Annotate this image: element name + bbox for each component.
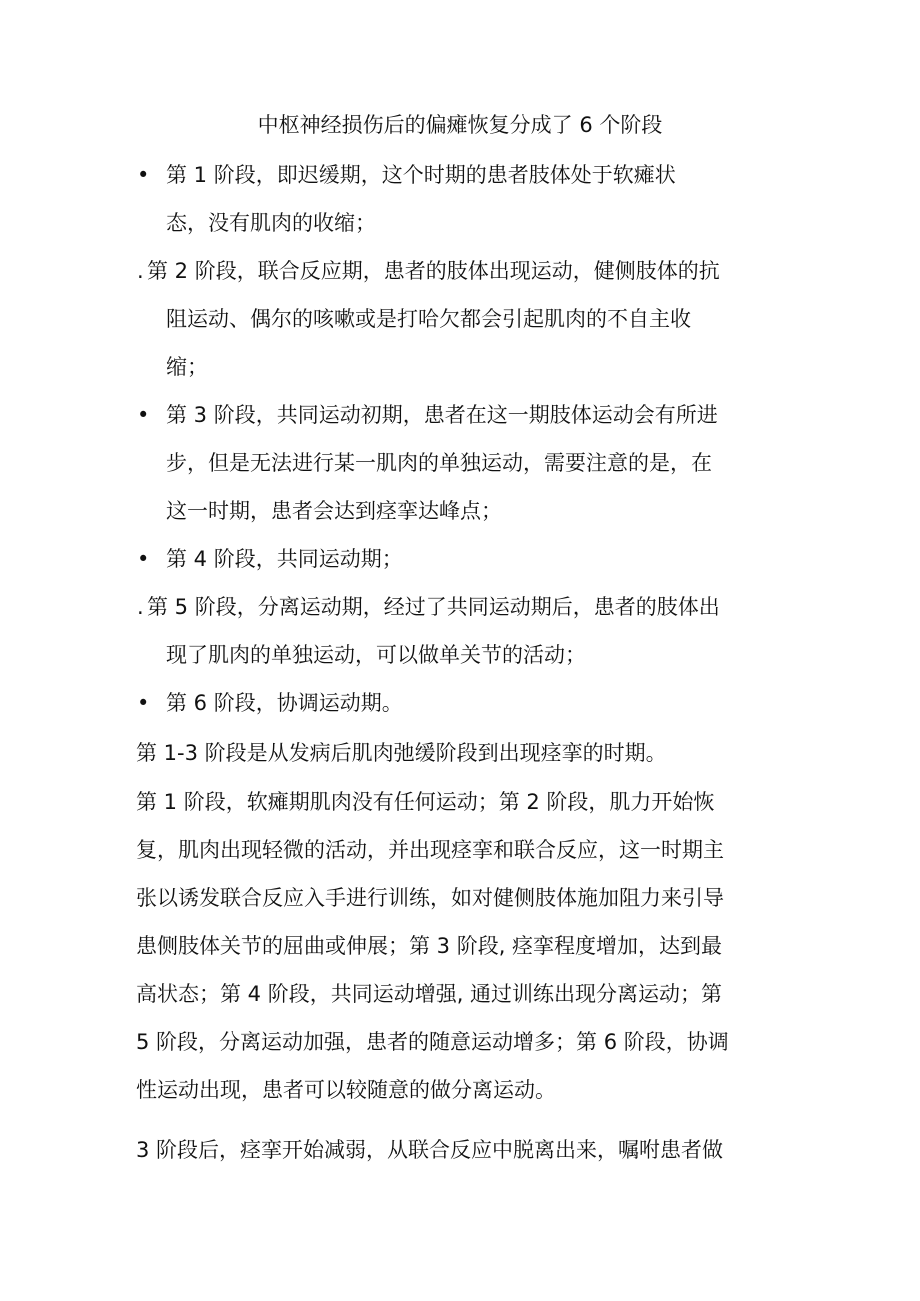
paragraph-2-line-5: 高状态；第 4 阶段，共同运动增强, 通过训练出现分离运动；第 [136, 982, 723, 1006]
stage-2-line-1: 第 2 阶段，联合反应期，患者的肢体出现运动，健侧肢体的抗 [147, 259, 720, 283]
paragraph-2-line-3: 张以诱发联合反应入手进行训练，如对健侧肢体施加阻力来引导 [136, 886, 724, 910]
stage-1-line-1: 第 1 阶段，即迟缓期，这个时期的患者肢体处于软瘫状 [166, 163, 676, 187]
stage-6-line-1: 第 6 阶段，协调运动期。 [166, 691, 403, 715]
bullet-marker: • [137, 691, 150, 715]
bullet-marker: • [137, 403, 150, 427]
stage-2-line-3: 缩； [166, 355, 208, 379]
dot-marker: . [137, 259, 144, 283]
stage-3-line-1: 第 3 阶段，共同运动初期，患者在这一期肢体运动会有所进 [166, 403, 718, 427]
document-title: 中枢神经损伤后的偏瘫恢复分成了 6 个阶段 [257, 113, 663, 137]
paragraph-2-line-7: 性运动出现，患者可以较随意的做分离运动。 [136, 1078, 556, 1102]
stage-2-line-2: 阻运动、偶尔的咳嗽或是打哈欠都会引起肌肉的不自主收 [166, 307, 691, 331]
paragraph-1: 第 1-3 阶段是从发病后肌肉弛缓阶段到出现痉挛的时期。 [136, 741, 667, 765]
stage-5-line-1: 第 5 阶段，分离运动期，经过了共同运动期后，患者的肢体出 [147, 595, 720, 619]
dot-marker: . [137, 595, 144, 619]
paragraph-2-line-4: 患侧肢体关节的屈曲或伸展；第 3 阶段, 痉挛程度增加，达到最 [136, 934, 723, 958]
paragraph-2-line-1: 第 1 阶段，软瘫期肌肉没有任何运动；第 2 阶段，肌力开始恢 [136, 790, 715, 814]
stage-3-line-2: 步，但是无法进行某一肌肉的单独运动，需要注意的是，在 [166, 451, 712, 475]
stage-3-line-3: 这一时期，患者会达到痉挛达峰点； [166, 499, 502, 523]
paragraph-2-line-6: 5 阶段，分离运动加强，患者的随意运动增多；第 6 阶段，协调 [136, 1030, 729, 1054]
stage-4-line-1: 第 4 阶段，共同运动期； [166, 547, 403, 571]
bullet-marker: • [137, 547, 150, 571]
bullet-marker: • [137, 163, 150, 187]
stage-1-line-2: 态，没有肌肉的收缩； [166, 211, 376, 235]
paragraph-2-line-2: 复，肌肉出现轻微的活动，并出现痉挛和联合反应，这一时期主 [136, 838, 724, 862]
stage-5-line-2: 现了肌肉的单独运动，可以做单关节的活动； [166, 643, 586, 667]
paragraph-3: 3 阶段后，痉挛开始减弱，从联合反应中脱离出来，嘱咐患者做 [136, 1138, 724, 1162]
